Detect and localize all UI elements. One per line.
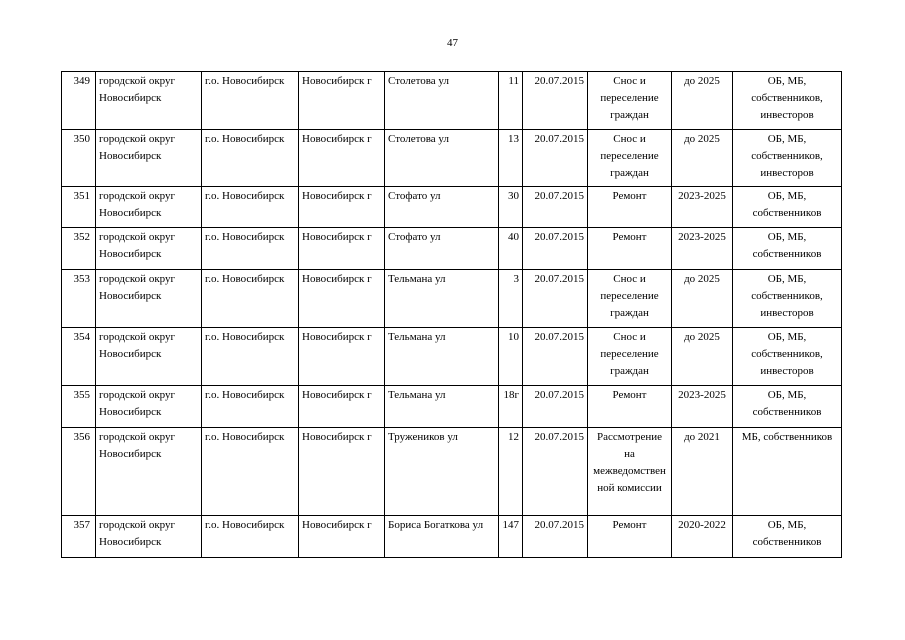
date-cell: 20.07.2015 <box>523 130 588 187</box>
settlement-cell: Новосибирск г <box>299 428 385 516</box>
action-cell: Ремонт <box>588 386 672 428</box>
house-number-cell: 147 <box>499 516 523 558</box>
action-cell: Снос и переселение граждан <box>588 72 672 130</box>
row-number: 355 <box>62 386 96 428</box>
house-number-cell: 12 <box>499 428 523 516</box>
municipality-cell: г.о. Новосибирск <box>202 386 299 428</box>
row-number: 352 <box>62 228 96 270</box>
row-number: 353 <box>62 270 96 328</box>
action-cell: Ремонт <box>588 516 672 558</box>
date-cell: 20.07.2015 <box>523 187 588 228</box>
funding-cell: ОБ, МБ, собственников, инвесторов <box>733 130 842 187</box>
street-cell: Тельмана ул <box>385 328 499 386</box>
funding-cell: ОБ, МБ, собственников <box>733 187 842 228</box>
district-cell: городской округ Новосибирск <box>96 187 202 228</box>
street-cell: Столетова ул <box>385 72 499 130</box>
street-cell: Стофато ул <box>385 228 499 270</box>
house-number-cell: 3 <box>499 270 523 328</box>
house-number-cell: 40 <box>499 228 523 270</box>
district-cell: городской округ Новосибирск <box>96 516 202 558</box>
municipality-cell: г.о. Новосибирск <box>202 130 299 187</box>
district-cell: городской округ Новосибирск <box>96 130 202 187</box>
row-number: 357 <box>62 516 96 558</box>
row-number: 350 <box>62 130 96 187</box>
date-cell: 20.07.2015 <box>523 270 588 328</box>
table-row <box>62 386 842 428</box>
table-row <box>62 428 842 516</box>
table-row <box>62 187 842 228</box>
district-cell: городской округ Новосибирск <box>96 328 202 386</box>
street-cell: Тельмана ул <box>385 270 499 328</box>
street-cell: Тельмана ул <box>385 386 499 428</box>
action-cell: Снос и переселение граждан <box>588 328 672 386</box>
municipality-cell: г.о. Новосибирск <box>202 228 299 270</box>
street-cell: Бориса Богаткова ул <box>385 516 499 558</box>
table-row <box>62 328 842 386</box>
term-cell: 2023-2025 <box>672 228 733 270</box>
municipality-cell: г.о. Новосибирск <box>202 428 299 516</box>
table-row <box>62 270 842 328</box>
municipality-cell: г.о. Новосибирск <box>202 270 299 328</box>
municipality-cell: г.о. Новосибирск <box>202 328 299 386</box>
term-cell: 2023-2025 <box>672 187 733 228</box>
settlement-cell: Новосибирск г <box>299 386 385 428</box>
page-number: 47 <box>447 37 458 49</box>
action-cell: Ремонт <box>588 228 672 270</box>
date-cell: 20.07.2015 <box>523 72 588 130</box>
date-cell: 20.07.2015 <box>523 228 588 270</box>
date-cell: 20.07.2015 <box>523 516 588 558</box>
row-number: 354 <box>62 328 96 386</box>
date-cell: 20.07.2015 <box>523 328 588 386</box>
funding-cell: ОБ, МБ, собственников, инвесторов <box>733 72 842 130</box>
funding-cell: МБ, собственников <box>733 428 842 516</box>
table-row <box>62 72 842 130</box>
house-number-cell: 18г <box>499 386 523 428</box>
district-cell: городской округ Новосибирск <box>96 228 202 270</box>
house-number-cell: 11 <box>499 72 523 130</box>
row-number: 351 <box>62 187 96 228</box>
term-cell: до 2021 <box>672 428 733 516</box>
district-cell: городской округ Новосибирск <box>96 386 202 428</box>
term-cell: до 2025 <box>672 130 733 187</box>
settlement-cell: Новосибирск г <box>299 516 385 558</box>
funding-cell: ОБ, МБ, собственников, инвесторов <box>733 270 842 328</box>
settlement-cell: Новосибирск г <box>299 328 385 386</box>
settlement-cell: Новосибирск г <box>299 72 385 130</box>
settlement-cell: Новосибирск г <box>299 228 385 270</box>
district-cell: городской округ Новосибирск <box>96 72 202 130</box>
housing-table <box>61 71 842 558</box>
street-cell: Стофато ул <box>385 187 499 228</box>
municipality-cell: г.о. Новосибирск <box>202 516 299 558</box>
house-number-cell: 30 <box>499 187 523 228</box>
street-cell: Тружеников ул <box>385 428 499 516</box>
row-number: 349 <box>62 72 96 130</box>
street-cell: Столетова ул <box>385 130 499 187</box>
funding-cell: ОБ, МБ, собственников <box>733 228 842 270</box>
municipality-cell: г.о. Новосибирск <box>202 72 299 130</box>
funding-cell: ОБ, МБ, собственников <box>733 386 842 428</box>
table-row <box>62 228 842 270</box>
action-cell: Снос и переселение граждан <box>588 130 672 187</box>
term-cell: 2020-2022 <box>672 516 733 558</box>
row-number: 356 <box>62 428 96 516</box>
house-number-cell: 10 <box>499 328 523 386</box>
term-cell: 2023-2025 <box>672 386 733 428</box>
district-cell: городской округ Новосибирск <box>96 428 202 516</box>
table-row <box>62 130 842 187</box>
house-number-cell: 13 <box>499 130 523 187</box>
district-cell: городской округ Новосибирск <box>96 270 202 328</box>
action-cell: Рассмотрение на межведомственной комиссии <box>588 428 672 516</box>
date-cell: 20.07.2015 <box>523 428 588 516</box>
term-cell: до 2025 <box>672 270 733 328</box>
date-cell: 20.07.2015 <box>523 386 588 428</box>
term-cell: до 2025 <box>672 72 733 130</box>
action-cell: Снос и переселение граждан <box>588 270 672 328</box>
term-cell: до 2025 <box>672 328 733 386</box>
settlement-cell: Новосибирск г <box>299 130 385 187</box>
funding-cell: ОБ, МБ, собственников <box>733 516 842 558</box>
table-row <box>62 516 842 558</box>
settlement-cell: Новосибирск г <box>299 187 385 228</box>
municipality-cell: г.о. Новосибирск <box>202 187 299 228</box>
action-cell: Ремонт <box>588 187 672 228</box>
funding-cell: ОБ, МБ, собственников, инвесторов <box>733 328 842 386</box>
settlement-cell: Новосибирск г <box>299 270 385 328</box>
